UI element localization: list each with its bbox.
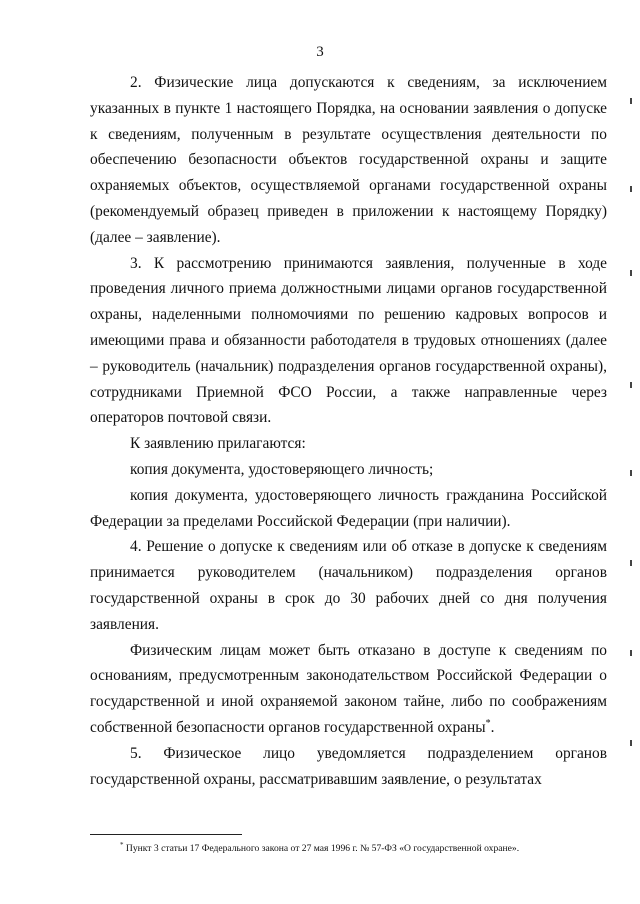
footnote-text: Пункт 3 статьи 17 Федерального закона от 27 мая 1996 г. № 57-ФЗ «О государственной охране». <box>123 843 520 854</box>
paragraph-attachment-identity-copy: копия документа, удостоверяющего личность; <box>130 460 434 478</box>
paragraph-attachments-intro: К заявлению прилагаются: <box>130 435 306 453</box>
document-body <box>90 70 607 792</box>
scan-edge-mark <box>630 186 632 192</box>
paragraph-refusal-grounds <box>90 638 607 741</box>
scan-edge-mark <box>630 382 632 388</box>
scan-edge-mark <box>630 270 632 276</box>
scan-edge-mark <box>630 740 632 746</box>
scan-edge-mark <box>630 470 632 476</box>
footnote <box>120 842 600 855</box>
footnote-divider <box>90 834 242 835</box>
paragraph-item-2: 2. Физические лица допускаются к сведениям, за исключением указанных в пункте 1 настоящего Порядка, на основании заявления о допуске к сведениям, полученным в результате осуществления деятельности по обеспечению безопасности объектов государственной охраны и защите охраняемых объектов, осуществляемой органами государственной охраны (рекомендуемый образец приведен в приложении к настоящему Порядку) (далее – заявление). <box>90 74 607 246</box>
paragraph-item-3: 3. К рассмотрению принимаются заявления, полученные в ходе проведения личного приема должностными лицами органов государственной охраны, наделенными полномочиями по решению кадровых вопросов и имеющими права и обязанности работодателя в трудовых отношениях (далее – руководитель (начальник) подразделения органов государственной охраны), сотрудниками Приемной ФСО России, а также направленные через операторов почтовой связи. <box>90 254 607 427</box>
paragraph-refusal-tail: . <box>490 718 495 736</box>
footnote-reference[interactable]: * <box>485 717 491 729</box>
paragraph-attachment-passport-copy: копия документа, удостоверяющего личность гражданина Российской Федерации за пределами Российской Федерации (при наличии). <box>90 486 607 530</box>
footnote-mark: * <box>120 840 124 849</box>
paragraph-item-4: 4. Решение о допуске к сведениям или об отказе в допуске к сведениям принимается руководителем (начальником) подразделения органов государственной охраны в срок до 30 рабочих дней со дня получения заявления. <box>90 538 607 633</box>
paragraph-refusal-text: Физическим лицам может быть отказано в доступе к сведениям по основаниям, предусмотренным законодательством Российской Федерации о государственной и иной охраняемой законом тайне, либо по соображениям собственной безопасности органов государственной охраны <box>90 641 607 736</box>
page-number: 3 <box>316 44 324 60</box>
paragraph-item-5: 5. Физическое лицо уведомляется подразделением органов государственной охраны, рассматривавшим заявление, о результатах <box>90 744 607 788</box>
scan-edge-mark <box>630 560 632 566</box>
scan-edge-mark <box>630 98 632 104</box>
scan-edge-mark <box>630 650 632 656</box>
